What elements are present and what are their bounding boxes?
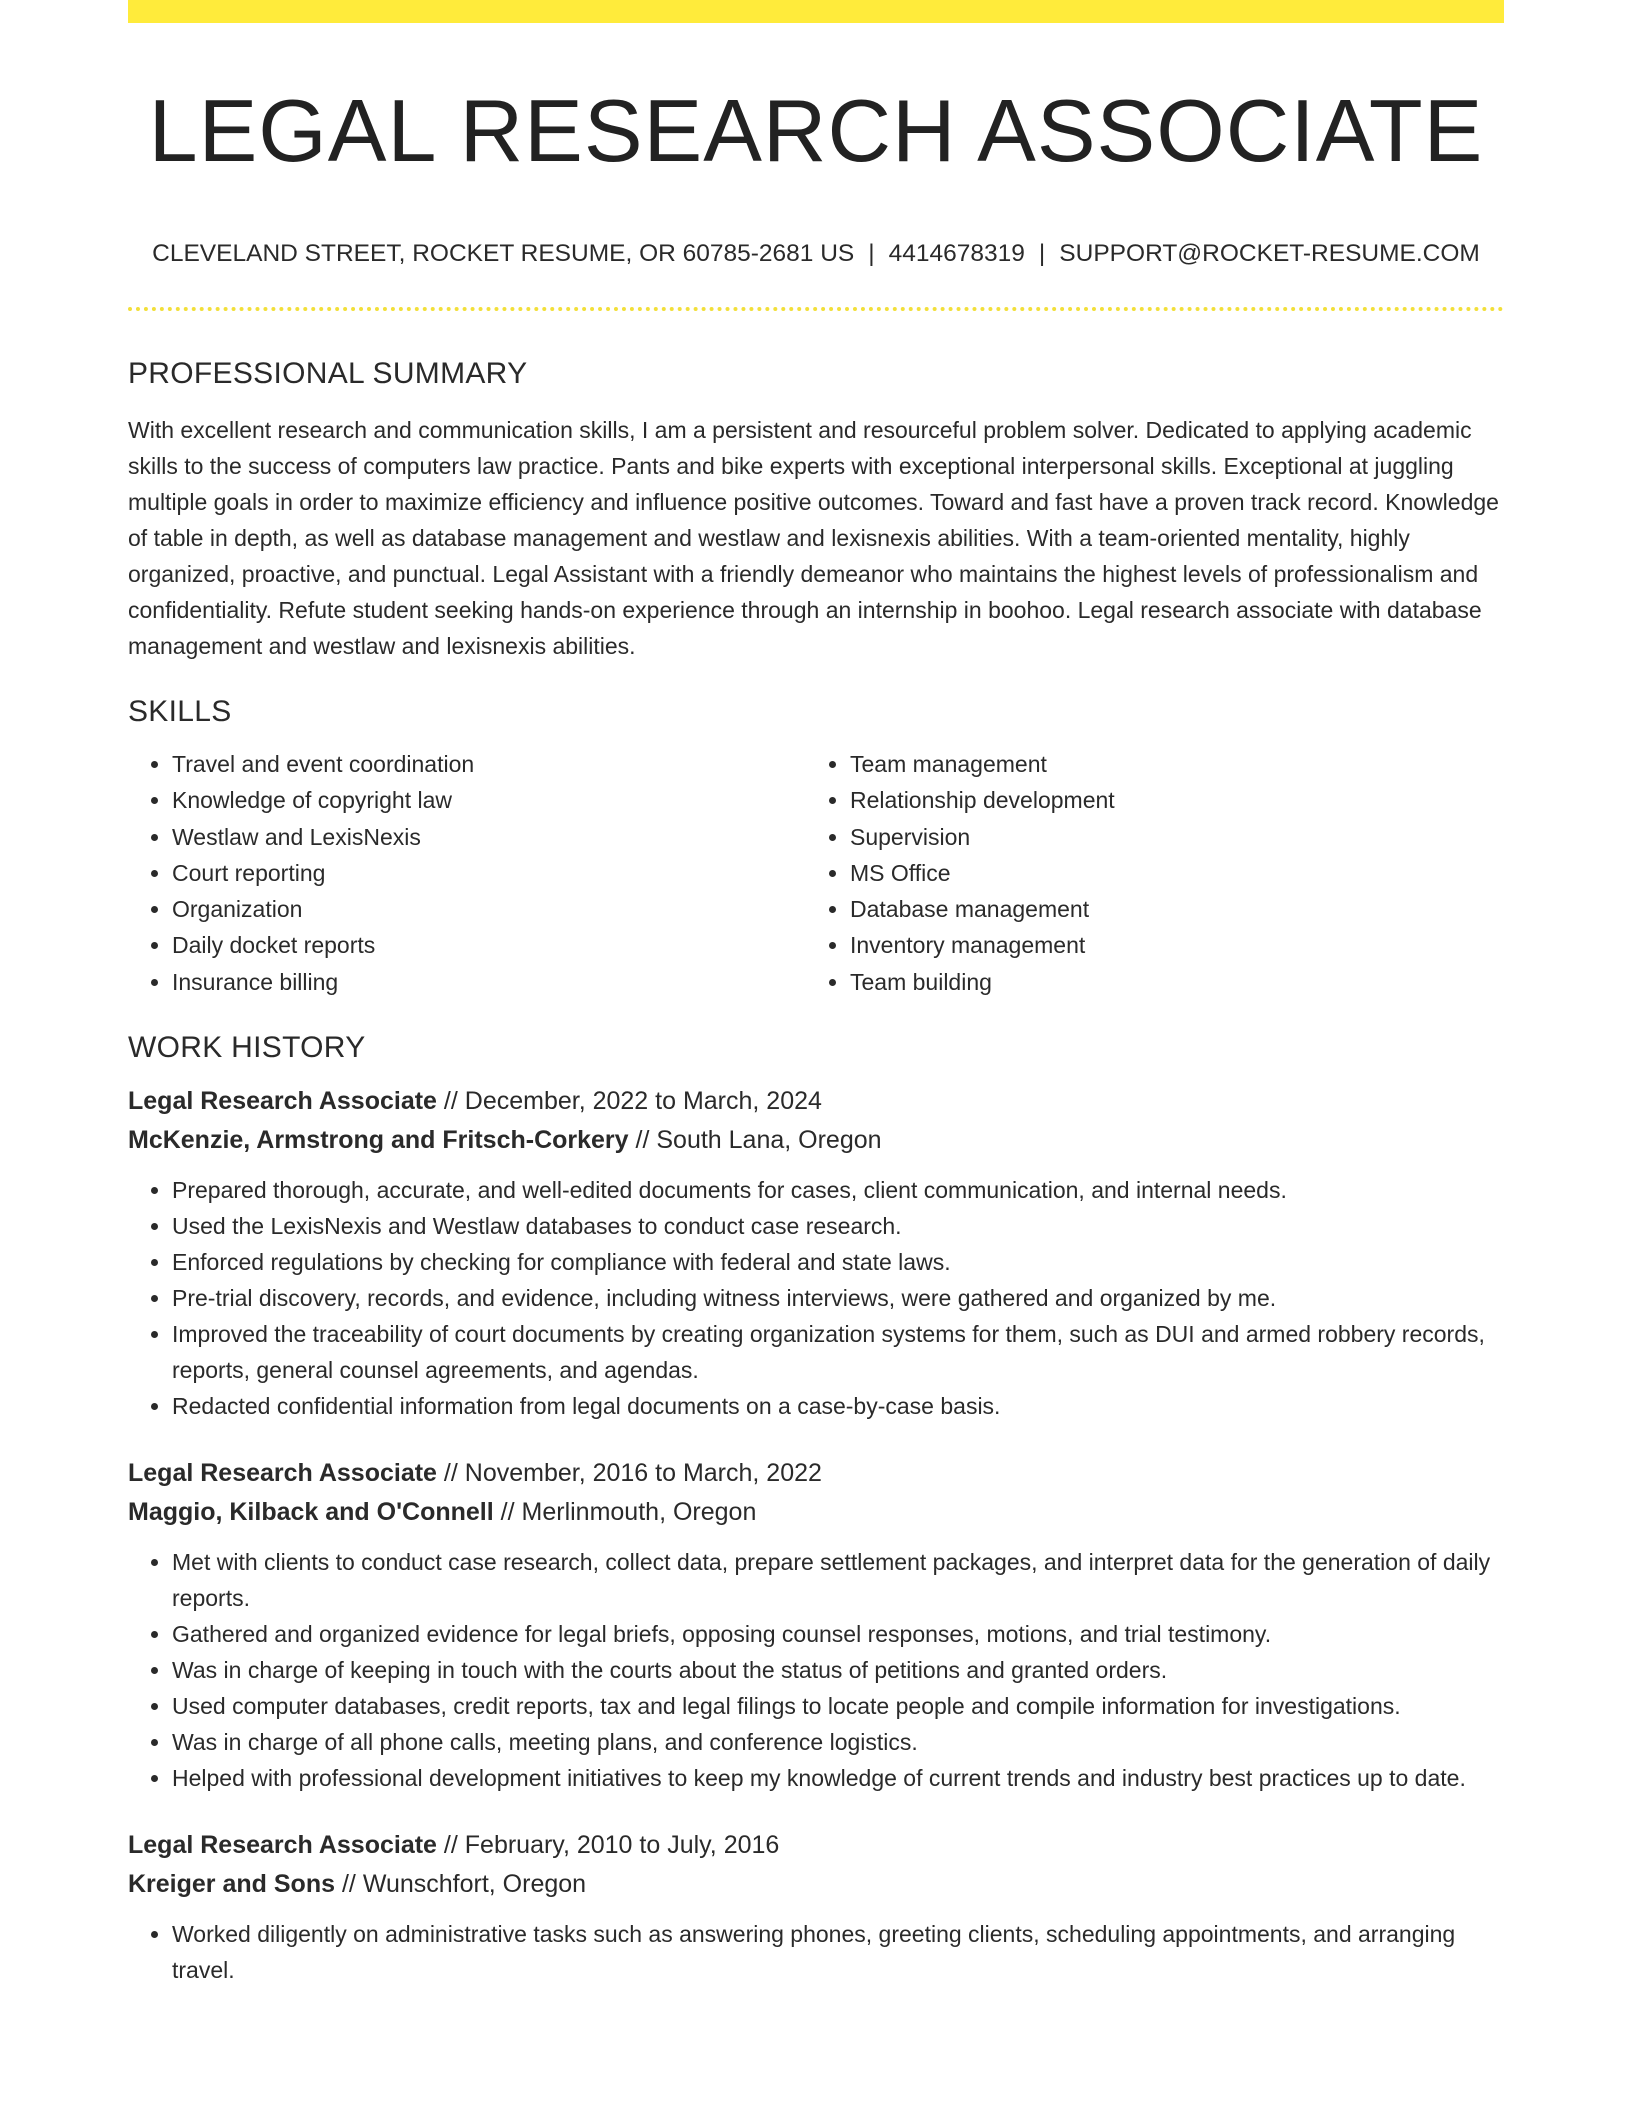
skills-list-right <box>806 746 1484 1000</box>
job-bullet: • Redacted confidential information from legal documents on a case-by-case basis. <box>172 1388 1504 1424</box>
job-separator: // <box>500 1498 515 1527</box>
job-bullet: • Prepared thorough, accurate, and well-edited documents for cases, client communication, and internal needs. <box>172 1172 1504 1208</box>
job-company: Maggio, Kilback and O'Connell <box>128 1498 494 1527</box>
skill-item: • Daily docket reports <box>172 927 806 963</box>
skill-item: • Team building <box>850 964 1484 1000</box>
job-bullet: • Met with clients to conduct case research, collect data, prepare settlement packages, and interpret data for the generation of daily reports. <box>172 1544 1504 1616</box>
skill-item: • Westlaw and LexisNexis <box>172 819 806 855</box>
skill-item: • Database management <box>850 891 1484 927</box>
job-location: Wunschfort, Oregon <box>362 1870 587 1899</box>
contact-phone[interactable]: 4414678319 <box>888 240 1025 267</box>
job-bullet: • Was in charge of all phone calls, meeting plans, and conference logistics. <box>172 1724 1504 1760</box>
job-role-line <box>128 1454 1504 1493</box>
summary-heading: PROFESSIONAL SUMMARY <box>128 357 528 390</box>
work-history-heading: WORK HISTORY <box>128 1031 366 1065</box>
job-entry <box>128 1826 1504 1988</box>
skills-heading: SKILLS <box>128 695 232 728</box>
skills-list-left <box>128 746 806 1000</box>
skill-item: • Inventory management <box>850 927 1484 963</box>
job-bullet: • Pre-trial discovery, records, and evidence, including witness interviews, were gathered and organized by me. <box>172 1280 1504 1316</box>
job-separator: // <box>635 1126 650 1155</box>
job-company: Kreiger and Sons <box>128 1870 335 1899</box>
job-bullet: • Improved the traceability of court documents by creating organization systems for them, such as DUI and armed robbery records, reports, general counsel agreements, and agendas. <box>172 1316 1504 1388</box>
contact-separator: | <box>868 240 875 267</box>
skill-item: • Team management <box>850 746 1484 782</box>
job-separator: // <box>341 1870 356 1899</box>
job-role: Legal Research Associate <box>128 1459 437 1488</box>
job-separator: // <box>443 1459 458 1488</box>
contact-email[interactable]: SUPPORT@ROCKET-RESUME.COM <box>1059 240 1480 267</box>
job-role-line <box>128 1826 1504 1865</box>
skill-item: • MS Office <box>850 855 1484 891</box>
contact-line <box>128 236 1504 272</box>
skill-item: • Organization <box>172 891 806 927</box>
job-separator: // <box>443 1831 458 1860</box>
summary-text: With excellent research and communication skills, I am a persistent and resourceful problem solver. Dedicated to applying academic skills to the success of computers law practice. Pants and bike experts with exceptional interpersonal skills. Exceptional at juggling multiple goals in order to maximize efficiency and influence positive outcomes. Toward and fast have a proven track record. Knowledge of table in depth, as well as database management and westlaw and lexisnexis abilities. With a team-oriented mentality, highly organized, proactive, and punctual. Legal Assistant with a friendly demeanor who maintains the highest levels of professionalism and confidentiality. Refute student seeking hands-on experience through an internship in boohoo. Legal research associate with database management and westlaw and lexisnexis abilities. <box>128 417 1499 659</box>
skill-item: • Court reporting <box>172 855 806 891</box>
job-bullet: • Was in charge of keeping in touch with the courts about the status of petitions and granted orders. <box>172 1652 1504 1688</box>
contact-address: CLEVELAND STREET, ROCKET RESUME, OR 60785-2681 US <box>152 240 855 267</box>
job-company-line <box>128 1865 1504 1904</box>
skill-item: • Supervision <box>850 819 1484 855</box>
accent-bar <box>128 0 1504 23</box>
job-role-line <box>128 1082 1504 1121</box>
job-bullets <box>128 1172 1504 1424</box>
job-role: Legal Research Associate <box>128 1087 437 1116</box>
job-company-line <box>128 1493 1504 1532</box>
resume-title: LEGAL RESEARCH ASSOCIATE <box>148 81 1484 180</box>
job-company-line <box>128 1121 1504 1160</box>
skills-columns <box>128 746 1504 1000</box>
job-bullets <box>128 1916 1504 1988</box>
job-location: Merlinmouth, Oregon <box>521 1498 757 1527</box>
resume-content <box>128 352 1504 1988</box>
job-bullet: • Enforced regulations by checking for compliance with federal and state laws. <box>172 1244 1504 1280</box>
contact-separator: | <box>1038 240 1046 267</box>
job-company: McKenzie, Armstrong and Fritsch-Corkery <box>128 1126 629 1155</box>
job-entry <box>128 1454 1504 1796</box>
job-location: South Lana, Oregon <box>656 1126 882 1155</box>
job-separator: // <box>443 1087 458 1116</box>
job-bullet: • Helped with professional development initiatives to keep my knowledge of current trends and industry best practices up to date. <box>172 1760 1504 1796</box>
job-bullets <box>128 1544 1504 1796</box>
job-entry <box>128 1082 1504 1424</box>
skill-item: • Insurance billing <box>172 964 806 1000</box>
job-dates: November, 2016 to March, 2022 <box>464 1459 822 1488</box>
skill-item: • Travel and event coordination <box>172 746 806 782</box>
dotted-divider <box>128 307 1504 311</box>
job-bullet: • Gathered and organized evidence for legal briefs, opposing counsel responses, motions, and trial testimony. <box>172 1616 1504 1652</box>
job-role: Legal Research Associate <box>128 1831 437 1860</box>
job-dates: February, 2010 to July, 2016 <box>464 1831 780 1860</box>
job-bullet: • Worked diligently on administrative tasks such as answering phones, greeting clients, scheduling appointments, and arranging travel. <box>172 1916 1504 1988</box>
skill-item: • Relationship development <box>850 782 1484 818</box>
job-dates: December, 2022 to March, 2024 <box>464 1087 822 1116</box>
job-bullet: • Used computer databases, credit reports, tax and legal filings to locate people and compile information for investigations. <box>172 1688 1504 1724</box>
skill-item: • Knowledge of copyright law <box>172 782 806 818</box>
job-bullet: • Used the LexisNexis and Westlaw databases to conduct case research. <box>172 1208 1504 1244</box>
